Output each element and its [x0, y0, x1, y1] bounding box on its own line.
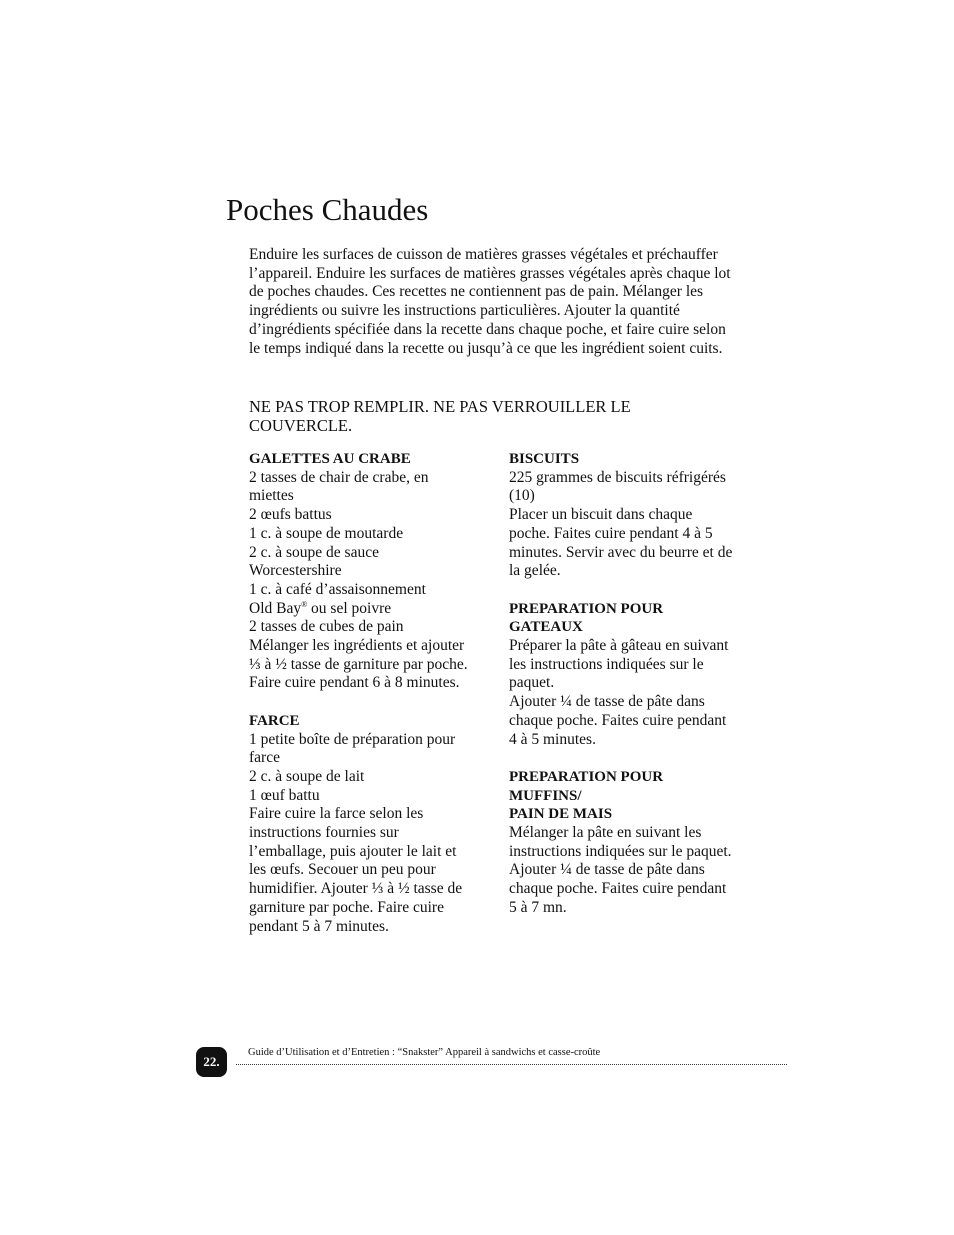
instruction-text: Placer un biscuit dans chaque poche. Faites cuire pendant 4 à 5 minutes. Servir avec du beurre et de la gelée. — [509, 506, 733, 580]
recipe-muffins — [509, 768, 734, 918]
recipe-title: GALETTES AU CRABE — [249, 451, 411, 467]
recipe-gateaux — [509, 600, 734, 750]
recipe-farce — [249, 712, 474, 936]
ingredient-line: 2 tasses de cubes de pain — [249, 618, 404, 636]
ingredient-line: 1 œuf battu — [249, 786, 320, 804]
recipe-galettes-au-crabe — [249, 450, 474, 693]
footer-text: Guide d’Utilisation et d’Entretien : “Snakster” Appareil à sandwichs et casse-croûte — [248, 1047, 601, 1058]
recipe-biscuits — [509, 450, 734, 581]
recipe-title-line-2: PAIN DE MAIS — [509, 806, 613, 823]
right-recipe-column — [509, 450, 734, 936]
ingredient-line: 2 œufs battus — [249, 506, 332, 524]
recipe-title: PREPARATION POUR MUFFINS/ — [509, 768, 664, 804]
instruction-text: Mélanger la pâte en suivant les instructions indiquées sur le paquet. Ajouter ¼ de tasse de pâte dans chaque poche. Faites cuire pendant 5 à 7 mn. — [509, 824, 732, 916]
page-number-badge: 22. — [196, 1047, 227, 1077]
ingredient-line: 1 c. à soupe de moutarde — [249, 524, 404, 542]
instruction-text: Préparer la pâte à gâteau en suivant les instructions indiquées sur le paquet. — [509, 637, 729, 692]
ingredient-line-old-bay — [249, 600, 474, 619]
warning-text: NE PAS TROP REMPLIR. NE PAS VERROUILLER LE COUVERCLE. — [249, 397, 631, 435]
page-title: Poches Chaudes — [226, 192, 429, 227]
instruction-text: Faire cuire la farce selon les instructions fournies sur l’emballage, puis ajouter le lait et les œufs. Secouer un peu pour humidifier. Ajouter ⅓ à ½ tasse de garniture par poche. Faire cuire pendant 5 à 7 minutes. — [249, 805, 463, 935]
ingredient-line: 2 c. à soupe de lait — [249, 767, 365, 785]
old-bay-suffix: ou sel poivre — [307, 599, 392, 617]
ingredient-line: 2 c. à soupe de sauce Worcestershire — [249, 543, 379, 580]
left-recipe-column — [249, 450, 474, 955]
ingredient-line: 2 tasses de chair de crabe, en miettes — [249, 468, 429, 505]
recipe-title: BISCUITS — [509, 451, 580, 467]
ingredient-line: 225 grammes de biscuits réfrigérés (10) — [509, 468, 726, 505]
ingredient-line: 1 petite boîte de préparation pour farce — [249, 730, 456, 767]
recipe-title: PREPARATION POUR GATEAUX — [509, 600, 664, 636]
ingredient-line: 1 c. à café d’assaisonnement — [249, 580, 426, 598]
recipe-title: FARCE — [249, 712, 300, 729]
footer-dotted-rule — [236, 1064, 787, 1065]
registered-mark: ® — [301, 599, 308, 609]
instruction-text: Mélanger les ingrédients et ajouter ⅓ à ½ tasse de garniture par poche. Faire cuire pendant 6 à 8 minutes. — [249, 637, 468, 692]
old-bay-text: Old Bay — [249, 599, 302, 617]
instruction-text: Ajouter ¼ de tasse de pâte dans chaque poche. Faites cuire pendant 4 à 5 minutes. — [509, 693, 727, 748]
intro-paragraph: Enduire les surfaces de cuisson de matières grasses végétales et préchauffer l’appareil. Enduire les surfaces de matières grasses végétales après chaque lot de poches chaudes. Ces recettes ne contiennent pas de pain. Mélanger les ingrédients ou suivre les instructions particulières. Ajouter la quantité d’ingrédients spécifiée dans la recette dans chaque poche, et faire cuire selon le temps indiqué dans la recette ou jusqu’à ce que les ingrédient soient cuits. — [249, 246, 731, 357]
